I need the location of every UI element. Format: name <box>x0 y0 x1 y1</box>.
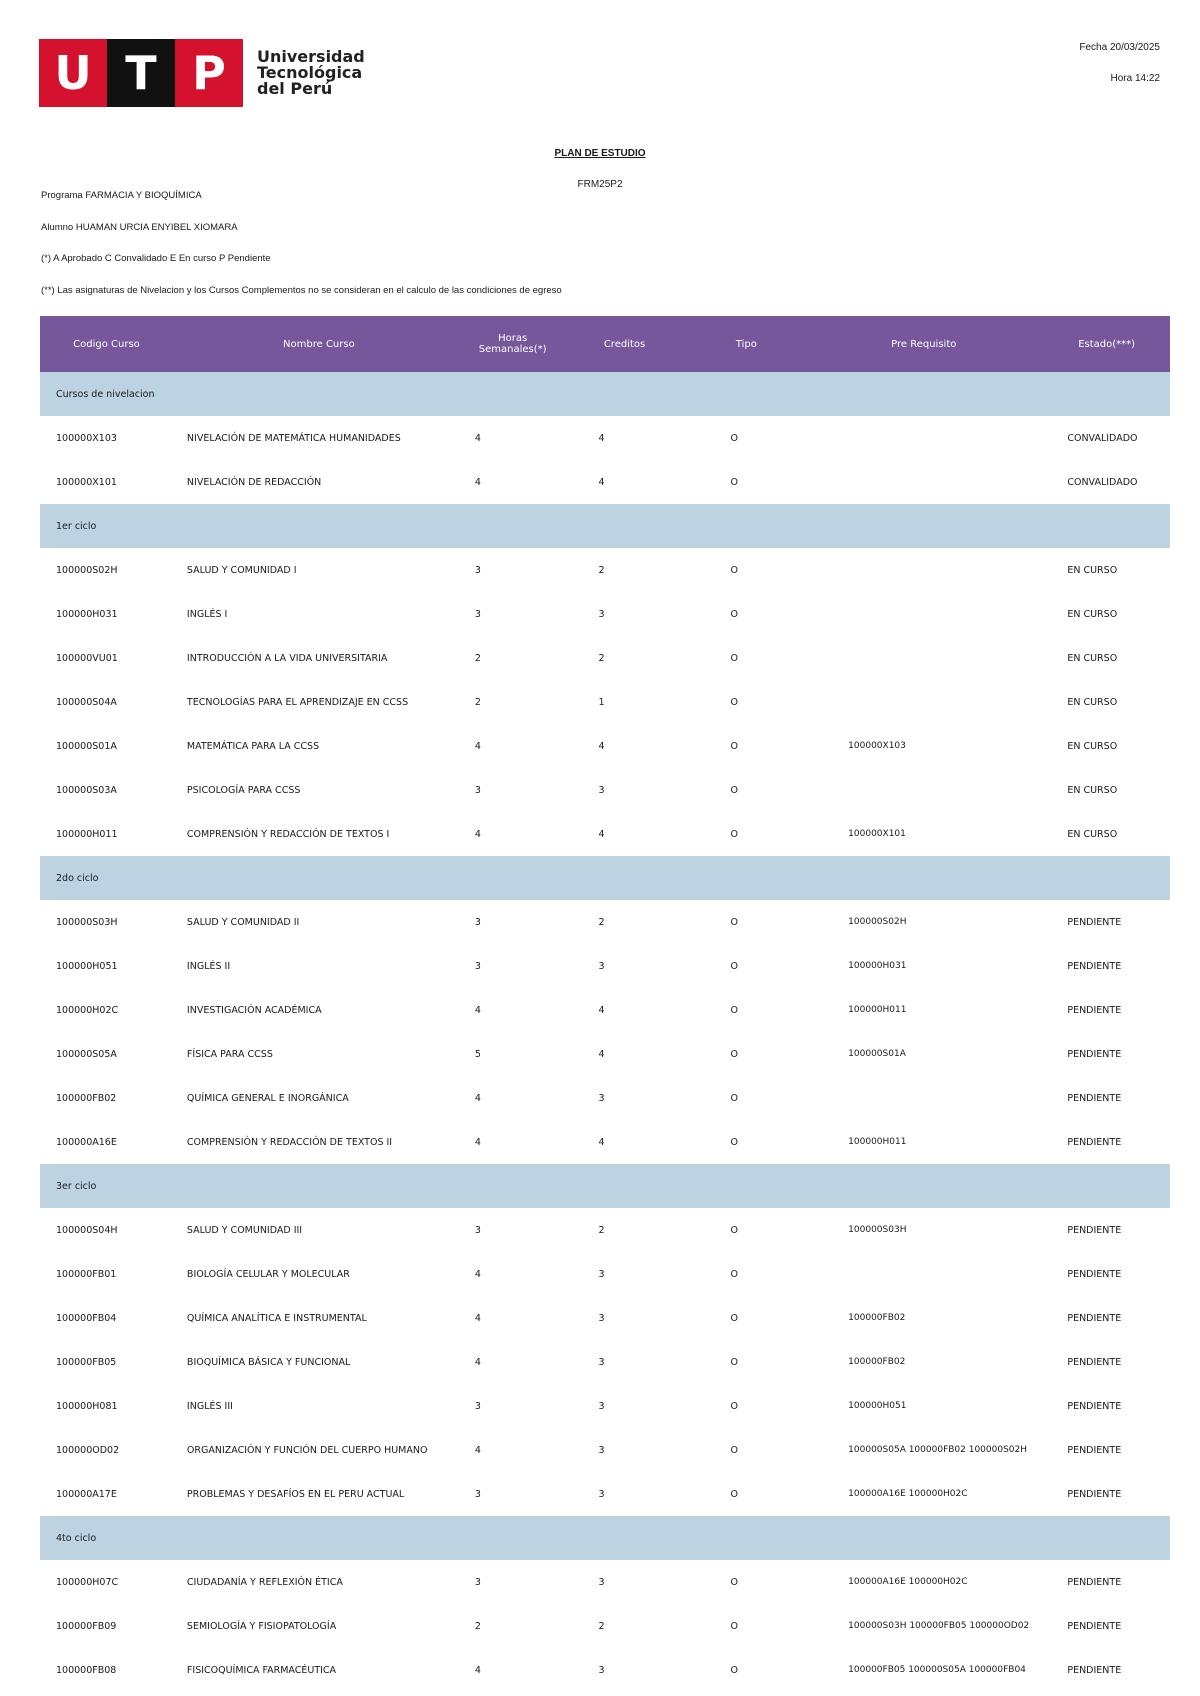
credits: 4 <box>598 1004 605 1016</box>
weekly-hours: 4 <box>474 1444 481 1456</box>
prerequisites <box>804 680 1043 724</box>
course-type: O <box>730 1576 739 1588</box>
section-title: 2do ciclo <box>56 872 99 884</box>
footnote: (**) Las asignaturas de Nivelacion y los Cursos Complementos no se consideran en el calculo de las condiciones de egreso <box>41 285 562 296</box>
course-status: EN CURSO <box>1067 696 1118 708</box>
weekly-hours: 4 <box>474 828 481 840</box>
table-row <box>40 1428 1170 1472</box>
weekly-hours: 3 <box>474 784 481 796</box>
course-name: ORGANIZACIÓN Y FUNCIÓN DEL CUERPO HUMANO <box>186 1444 428 1456</box>
weekly-hours: 4 <box>474 1136 481 1148</box>
course-code: 100000A16E <box>56 1136 117 1148</box>
credits: 3 <box>598 1576 605 1588</box>
weekly-hours: 4 <box>474 740 481 752</box>
course-status: PENDIENTE <box>1067 1356 1122 1368</box>
course-type: O <box>730 1400 739 1412</box>
table-row <box>40 724 1170 768</box>
table-row <box>40 680 1170 724</box>
course-name: CIUDADANÍA Y REFLEXIÓN ÉTICA <box>186 1576 343 1588</box>
prerequisites: 100000X103 <box>848 741 906 751</box>
course-name: INVESTIGACIÓN ACADÉMICA <box>186 1004 322 1016</box>
course-status: PENDIENTE <box>1067 1664 1122 1676</box>
table-header-row <box>40 316 1170 372</box>
course-status: EN CURSO <box>1067 564 1118 576</box>
table-body <box>40 372 1170 1692</box>
credits: 3 <box>598 1400 605 1412</box>
course-type: O <box>730 1092 739 1104</box>
course-status: PENDIENTE <box>1067 1268 1122 1280</box>
print-date: Fecha 20/03/2025 <box>1079 42 1160 53</box>
course-status: PENDIENTE <box>1067 1444 1122 1456</box>
course-status: PENDIENTE <box>1067 1488 1122 1500</box>
table-row <box>40 1340 1170 1384</box>
course-code: 100000FB02 <box>56 1092 117 1104</box>
credits: 3 <box>598 1356 605 1368</box>
table-row <box>40 416 1170 460</box>
course-type: O <box>730 1048 739 1060</box>
logo-wordmark <box>257 49 365 97</box>
weekly-hours: 2 <box>474 652 481 664</box>
weekly-hours: 3 <box>474 960 481 972</box>
credits: 4 <box>598 432 605 444</box>
utp-logo <box>39 39 365 107</box>
course-code: 100000FB08 <box>56 1664 117 1676</box>
status-legend: (*) A Aprobado C Convalidado E En curso P Pendiente <box>41 253 271 264</box>
prerequisites <box>804 1252 1043 1296</box>
weekly-hours: 2 <box>474 696 481 708</box>
section-header-row <box>40 1516 1170 1560</box>
course-code: 100000H031 <box>56 608 118 620</box>
course-type: O <box>730 784 739 796</box>
table-row <box>40 1208 1170 1252</box>
credits: 2 <box>598 564 605 576</box>
table-row <box>40 592 1170 636</box>
course-code: 100000X101 <box>56 476 117 488</box>
table-row <box>40 768 1170 812</box>
credits: 3 <box>598 1664 605 1676</box>
weekly-hours: 3 <box>474 1576 481 1588</box>
credits: 4 <box>598 476 605 488</box>
credits: 2 <box>598 1620 605 1632</box>
prerequisites: 100000H011 <box>848 1005 907 1015</box>
prerequisites <box>804 1076 1043 1120</box>
course-type: O <box>730 432 739 444</box>
prerequisites: 100000X101 <box>848 829 906 839</box>
course-code: 100000S03A <box>56 784 117 796</box>
header-prereq: Pre Requisito <box>891 338 957 350</box>
header-code: Codigo Curso <box>73 338 140 350</box>
credits: 3 <box>598 784 605 796</box>
course-status: EN CURSO <box>1067 740 1118 752</box>
course-code: 100000A17E <box>56 1488 117 1500</box>
course-code: 100000X103 <box>56 432 117 444</box>
course-status: EN CURSO <box>1067 828 1118 840</box>
prerequisites: 100000H051 <box>848 1401 907 1411</box>
table-row <box>40 1384 1170 1428</box>
header-hours: Horas Semanales(*) <box>478 333 547 355</box>
course-type: O <box>730 1356 739 1368</box>
course-name: NIVELACIÓN DE REDACCIÓN <box>186 476 322 488</box>
course-name: TECNOLOGÍAS PARA EL APRENDIZAJE EN CCSS <box>186 696 409 708</box>
course-status: PENDIENTE <box>1067 1048 1122 1060</box>
section-title: 1er ciclo <box>56 520 97 532</box>
course-type: O <box>730 1488 739 1500</box>
credits: 4 <box>598 1136 605 1148</box>
prerequisites <box>804 548 1043 592</box>
table-row <box>40 1560 1170 1604</box>
section-header-row <box>40 1164 1170 1208</box>
course-name: INTRODUCCIÓN A LA VIDA UNIVERSITARIA <box>186 652 388 664</box>
course-code: 100000OD02 <box>56 1444 120 1456</box>
plan-code: FRM25P2 <box>577 179 623 190</box>
weekly-hours: 2 <box>474 1620 481 1632</box>
section-header-row <box>40 372 1170 416</box>
weekly-hours: 5 <box>474 1048 481 1060</box>
course-type: O <box>730 696 739 708</box>
header-credits: Creditos <box>603 338 646 350</box>
course-status: PENDIENTE <box>1067 1136 1122 1148</box>
course-code: 100000FB05 <box>56 1356 117 1368</box>
course-type: O <box>730 1268 739 1280</box>
course-status: PENDIENTE <box>1067 1576 1122 1588</box>
table-row <box>40 900 1170 944</box>
course-code: 100000FB04 <box>56 1312 117 1324</box>
course-code: 100000S04A <box>56 696 117 708</box>
credits: 3 <box>598 1488 605 1500</box>
prerequisites: 100000S05A 100000FB02 100000S02H <box>848 1445 1028 1455</box>
section-title: 4to ciclo <box>56 1532 97 1544</box>
credits: 4 <box>598 1048 605 1060</box>
table-row <box>40 1648 1170 1692</box>
table-row <box>40 812 1170 856</box>
section-title: Cursos de nivelacion <box>56 388 155 400</box>
course-code: 100000S04H <box>56 1224 118 1236</box>
course-name: QUÍMICA ANALÍTICA E INSTRUMENTAL <box>186 1312 367 1324</box>
course-type: O <box>730 1136 739 1148</box>
prerequisites: 100000H011 <box>848 1137 907 1147</box>
course-code: 100000S02H <box>56 564 118 576</box>
table-row <box>40 1076 1170 1120</box>
header-type: Tipo <box>735 338 757 350</box>
logo-letter-p: P <box>175 39 243 107</box>
course-status: PENDIENTE <box>1067 1092 1122 1104</box>
course-code: 100000FB01 <box>56 1268 117 1280</box>
weekly-hours: 3 <box>474 1400 481 1412</box>
course-type: O <box>730 1312 739 1324</box>
course-name: NIVELACIÓN DE MATEMÁTICA HUMANIDADES <box>186 432 401 444</box>
table-row <box>40 1604 1170 1648</box>
prerequisites: 100000H031 <box>848 961 907 971</box>
course-name: QUÍMICA GENERAL E INORGÁNICA <box>186 1092 349 1104</box>
course-type: O <box>730 476 739 488</box>
table-row <box>40 548 1170 592</box>
course-type: O <box>730 740 739 752</box>
table-row <box>40 1120 1170 1164</box>
course-type: O <box>730 916 739 928</box>
course-type: O <box>730 1444 739 1456</box>
weekly-hours: 3 <box>474 1488 481 1500</box>
course-name: SEMIOLOGÍA Y FISIOPATOLOGÍA <box>186 1620 337 1632</box>
weekly-hours: 3 <box>474 1224 481 1236</box>
course-name: INGLÉS III <box>186 1400 233 1412</box>
prerequisites <box>804 416 1043 460</box>
course-status: EN CURSO <box>1067 652 1118 664</box>
course-name: COMPRENSIÓN Y REDACCIÓN DE TEXTOS II <box>186 1136 393 1148</box>
course-name: BIOLOGÍA CELULAR Y MOLECULAR <box>186 1268 350 1280</box>
print-time: Hora 14:22 <box>1110 73 1160 84</box>
credits: 3 <box>598 1092 605 1104</box>
course-code: 100000FB09 <box>56 1620 117 1632</box>
document-title: PLAN DE ESTUDIO <box>554 148 646 159</box>
prerequisites: 100000FB02 <box>848 1357 906 1367</box>
table-row <box>40 988 1170 1032</box>
header-status: Estado(***) <box>1078 338 1136 350</box>
logo-line-3: del Perú <box>257 79 333 98</box>
course-name: SALUD Y COMUNIDAD I <box>186 564 297 576</box>
credits: 3 <box>598 1444 605 1456</box>
course-status: EN CURSO <box>1067 608 1118 620</box>
weekly-hours: 4 <box>474 1004 481 1016</box>
weekly-hours: 4 <box>474 1664 481 1676</box>
course-status: PENDIENTE <box>1067 1400 1122 1412</box>
table-row <box>40 1296 1170 1340</box>
prerequisites: 100000FB02 <box>848 1313 906 1323</box>
credits: 4 <box>598 828 605 840</box>
course-name: PSICOLOGÍA PARA CCSS <box>186 784 301 796</box>
course-code: 100000S03H <box>56 916 118 928</box>
prerequisites: 100000S03H 100000FB05 100000OD02 <box>848 1621 1030 1631</box>
prerequisites <box>804 460 1043 504</box>
credits: 3 <box>598 608 605 620</box>
weekly-hours: 3 <box>474 608 481 620</box>
prerequisites: 100000A16E 100000H02C <box>848 1577 968 1587</box>
weekly-hours: 4 <box>474 1312 481 1324</box>
credits: 2 <box>598 916 605 928</box>
credits: 4 <box>598 740 605 752</box>
course-code: 100000S01A <box>56 740 117 752</box>
credits: 3 <box>598 960 605 972</box>
weekly-hours: 4 <box>474 476 481 488</box>
course-name: COMPRENSIÓN Y REDACCIÓN DE TEXTOS I <box>186 828 390 840</box>
prerequisites: 100000FB05 100000S05A 100000FB04 <box>848 1665 1026 1675</box>
course-name: BIOQUÍMICA BÁSICA Y FUNCIONAL <box>186 1356 351 1368</box>
course-type: O <box>730 1620 739 1632</box>
table-row <box>40 1032 1170 1076</box>
program-line: Programa FARMACIA Y BIOQUÍMICA <box>41 190 202 201</box>
prerequisites: 100000S01A <box>848 1049 906 1059</box>
prerequisites <box>804 636 1043 680</box>
course-status: PENDIENTE <box>1067 960 1122 972</box>
course-type: O <box>730 608 739 620</box>
course-status: PENDIENTE <box>1067 1224 1122 1236</box>
prerequisites: 100000S02H <box>848 917 907 927</box>
weekly-hours: 4 <box>474 1092 481 1104</box>
course-name: PROBLEMAS Y DESAFÍOS EN EL PERU ACTUAL <box>186 1488 405 1500</box>
course-code: 100000VU01 <box>56 652 118 664</box>
weekly-hours: 3 <box>474 916 481 928</box>
course-name: SALUD Y COMUNIDAD III <box>186 1224 303 1236</box>
course-code: 100000H011 <box>56 828 118 840</box>
table-row <box>40 636 1170 680</box>
course-type: O <box>730 1004 739 1016</box>
prerequisites <box>804 768 1043 812</box>
credits: 2 <box>598 652 605 664</box>
course-code: 100000H07C <box>56 1576 119 1588</box>
table-row <box>40 944 1170 988</box>
course-name: MATEMÁTICA PARA LA CCSS <box>186 740 320 752</box>
course-type: O <box>730 652 739 664</box>
course-status: EN CURSO <box>1067 784 1118 796</box>
course-status: PENDIENTE <box>1067 1620 1122 1632</box>
logo-line-2: Tecnológica <box>257 63 363 82</box>
credits: 2 <box>598 1224 605 1236</box>
weekly-hours: 4 <box>474 432 481 444</box>
weekly-hours: 4 <box>474 1356 481 1368</box>
course-name: FISICOQUÍMICA FARMACÉUTICA <box>186 1664 337 1676</box>
credits: 3 <box>598 1268 605 1280</box>
course-name: INGLÉS II <box>186 960 231 972</box>
course-type: O <box>730 828 739 840</box>
prerequisites: 100000S03H <box>848 1225 907 1235</box>
study-plan-table <box>40 316 1170 1692</box>
course-code: 100000H02C <box>56 1004 119 1016</box>
course-name: SALUD Y COMUNIDAD II <box>186 916 300 928</box>
table-row <box>40 1472 1170 1516</box>
section-header-row <box>40 856 1170 900</box>
course-status: PENDIENTE <box>1067 916 1122 928</box>
course-type: O <box>730 1224 739 1236</box>
section-header-row <box>40 504 1170 548</box>
course-status: PENDIENTE <box>1067 1004 1122 1016</box>
course-name: INGLÉS I <box>186 608 228 620</box>
section-title: 3er ciclo <box>56 1180 97 1192</box>
course-code: 100000H051 <box>56 960 118 972</box>
header-name: Nombre Curso <box>283 338 355 350</box>
course-name: FÍSICA PARA CCSS <box>186 1048 273 1060</box>
logo-letter-t: T <box>107 39 175 107</box>
weekly-hours: 4 <box>474 1268 481 1280</box>
course-type: O <box>730 1664 739 1676</box>
course-type: O <box>730 564 739 576</box>
logo-line-1: Universidad <box>257 47 365 66</box>
course-status: CONVALIDADO <box>1067 432 1138 444</box>
prerequisites: 100000A16E 100000H02C <box>848 1489 968 1499</box>
prerequisites <box>804 592 1043 636</box>
table-row <box>40 460 1170 504</box>
credits: 1 <box>598 696 605 708</box>
logo-letter-u: U <box>39 39 107 107</box>
course-status: PENDIENTE <box>1067 1312 1122 1324</box>
course-code: 100000H081 <box>56 1400 118 1412</box>
course-code: 100000S05A <box>56 1048 117 1060</box>
weekly-hours: 3 <box>474 564 481 576</box>
course-status: CONVALIDADO <box>1067 476 1138 488</box>
table-row <box>40 1252 1170 1296</box>
course-type: O <box>730 960 739 972</box>
student-line: Alumno HUAMAN URCIA ENYIBEL XIOMARA <box>41 222 238 233</box>
credits: 3 <box>598 1312 605 1324</box>
